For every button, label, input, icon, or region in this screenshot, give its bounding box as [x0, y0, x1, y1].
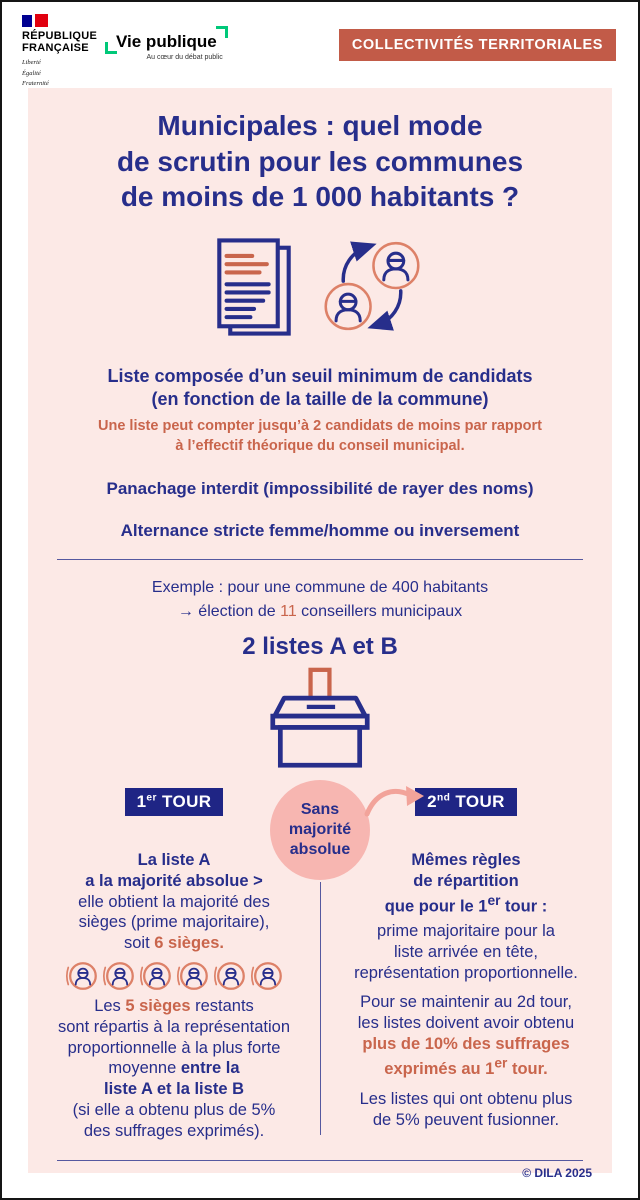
list-threshold-note: Une liste peut compter jusqu’à 2 candidats de moins par rapport à l’effectif théorique du conseil municipal. — [98, 418, 542, 454]
seat-person-icon — [212, 959, 248, 993]
vie-publique-wordmark: Vie publique — [108, 29, 225, 54]
to-second-round-arrow-icon — [364, 784, 426, 818]
republique-francaise-logo — [22, 14, 97, 89]
ballot-box-wrap — [28, 667, 612, 774]
rule-panachage: Panachage interdit (impossibilité de rayer des noms) — [106, 478, 534, 498]
seat-person-icon — [138, 959, 174, 993]
seat-person-icon — [175, 959, 211, 993]
green-bracket-icon — [105, 42, 117, 54]
round2-text: prime majoritaire pour la liste arrivée en tête, représentation proportionnelle. — [354, 921, 578, 982]
vie-publique-tagline: Au cœur du débat public — [146, 54, 223, 61]
footer — [28, 1161, 612, 1180]
seat-person-icon — [249, 959, 285, 993]
republique-wordmark: RÉPUBLIQUE FRANÇAISE — [22, 30, 98, 55]
seat-person-icon — [101, 959, 137, 993]
motto-text: Liberté Égalité Fraternité — [22, 59, 49, 87]
round1-heading: La liste A a la majorité absolue > — [85, 851, 263, 890]
seat-person-icon — [64, 959, 100, 993]
category-badge: COLLECTIVITÉS TERRITORIALES — [339, 29, 616, 61]
rule-alternance: Alternance stricte femme/homme ou inversement — [120, 520, 520, 540]
rounds-section — [28, 778, 612, 1141]
ten-percent-threshold: plus de 10% des suffrages exprimés au 1er tour. — [362, 1034, 570, 1079]
header-bar — [2, 2, 638, 88]
copyright-credit: © DILA 2025 — [522, 1165, 592, 1180]
seats-majority-count: 6 sièges. — [154, 934, 224, 953]
hero-icons — [28, 231, 612, 343]
round2-heading: Mêmes règles de répartition que pour le 1er tour : — [384, 851, 548, 916]
round1-remaining-text: Les 5 sièges restants sont répartis à la représentation proportionnelle à la plus forte moyenne entre la liste A et la liste B (si elle a obtenu plus de 5% des suffrages exprimés). — [57, 997, 291, 1140]
poster-body — [28, 88, 612, 1180]
seats-row — [36, 959, 312, 993]
green-bracket-icon — [216, 26, 228, 38]
list-threshold-heading: Liste composée d’un seuil minimum de candidats (en fonction de la taille de la commune) — [107, 365, 533, 410]
page-title: Municipales : quel mode de scrutin pour les communes de moins de 1 000 habitants ? — [116, 110, 524, 213]
round1-badge: 1er TOUR — [125, 788, 224, 816]
round2-maintain-text: Pour se maintenir au 2d tour, les listes doivent avoir obtenu plus de 10% des suffrages exprimés au 1er tour. — [357, 993, 575, 1079]
round1-text: elle obtient la majorité des sièges (prime majoritaire), soit 6 sièges. — [78, 892, 270, 953]
vie-publique-logo — [108, 29, 225, 61]
lists-heading: 2 listes A et B — [242, 633, 398, 661]
columns-divider — [320, 882, 321, 1135]
round2-badge: 2nd TOUR — [415, 788, 517, 816]
seats-remaining-count: 5 sièges — [125, 997, 191, 1016]
no-majority-bubble: Sans majorité absolue — [270, 780, 370, 880]
example-text: Exemple : pour une commune de 400 habitants → élection de 11 conseillers municipaux — [151, 578, 489, 621]
candidates-exchange-icon — [316, 237, 428, 337]
candidate-list-icon — [212, 232, 296, 342]
round2-fusion-text: Les listes qui ont obtenu plus de 5% peuvent fusionner. — [359, 1089, 573, 1129]
section-divider — [57, 559, 583, 560]
ballot-box-icon — [263, 667, 377, 769]
french-flag-icon — [22, 14, 97, 27]
councillors-count: 11 — [280, 603, 297, 621]
